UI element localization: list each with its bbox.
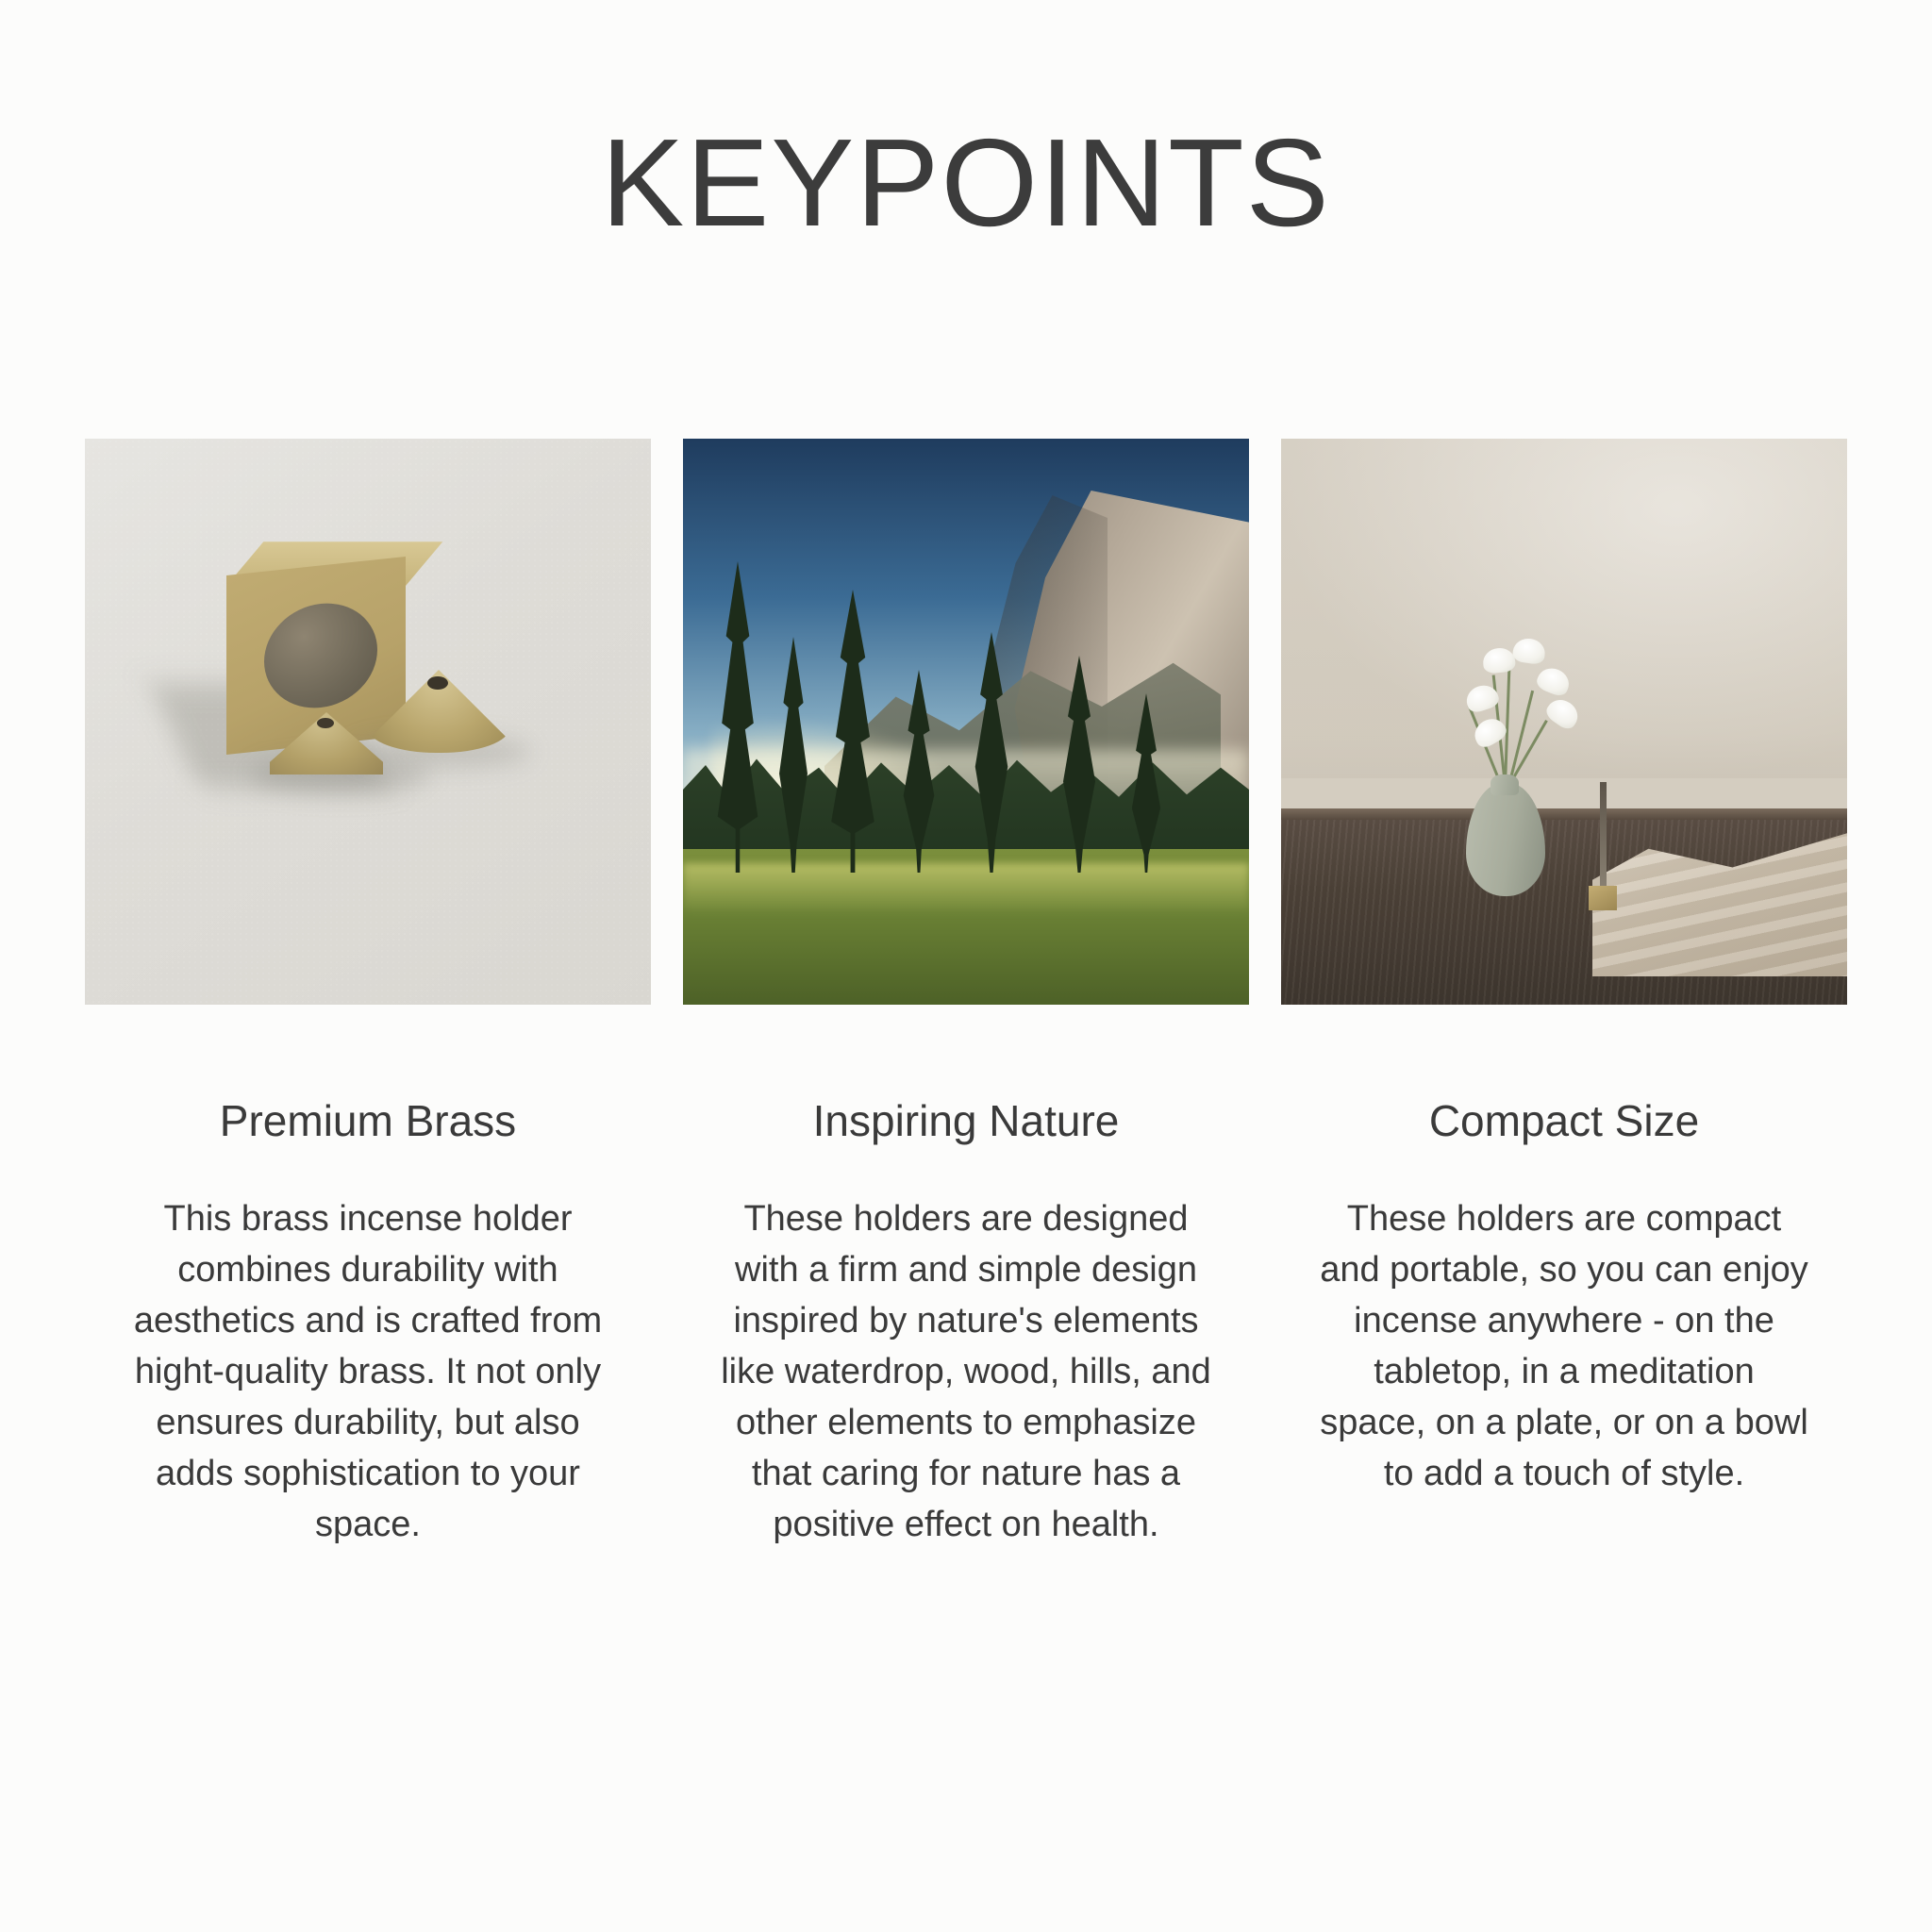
nature-valley-photo: [683, 439, 1249, 1005]
brass-incense-holder: [1589, 886, 1617, 910]
large-cone-hole: [427, 676, 448, 690]
keypoint-card-inspiring-nature: [683, 439, 1249, 1551]
keypoint-body: These holders are compact and portable, so you can enjoy incense anywhere - on the tabletop, in a meditation space, on a plate, or on a bowl to add a touch of style.: [1320, 1199, 1808, 1493]
keypoint-title: Inspiring Nature: [812, 1096, 1120, 1145]
keypoint-title: Premium Brass: [219, 1096, 517, 1145]
keypoint-card-compact-size: [1281, 439, 1847, 1500]
meadow-highlight: [683, 863, 1249, 915]
keypoint-body: This brass incense holder combines durability with aesthetics and is crafted from hight-quality brass. It not only ensures durability, but also adds sophistication to your space.: [133, 1199, 603, 1544]
compact-size-photo: [1281, 439, 1847, 1005]
table-edge: [1281, 808, 1847, 820]
keypoint-body: These holders are designed with a firm and simple design inspired by nature's elements like waterdrop, wood, hills, and other elements to emphasize that caring for nature has a positive effect on health.: [721, 1199, 1211, 1544]
ceramic-vase: [1466, 783, 1545, 896]
keypoint-card-premium-brass: [85, 439, 651, 1551]
incense-stick: [1600, 782, 1607, 893]
small-cone-hole: [317, 718, 334, 728]
brass-incense-holder-photo: [85, 439, 651, 1005]
page-title: KEYPOINTS: [601, 113, 1331, 252]
keypoint-title: Compact Size: [1428, 1096, 1700, 1145]
vase-neck: [1491, 774, 1519, 795]
keypoints-card-row: [0, 439, 1932, 1551]
